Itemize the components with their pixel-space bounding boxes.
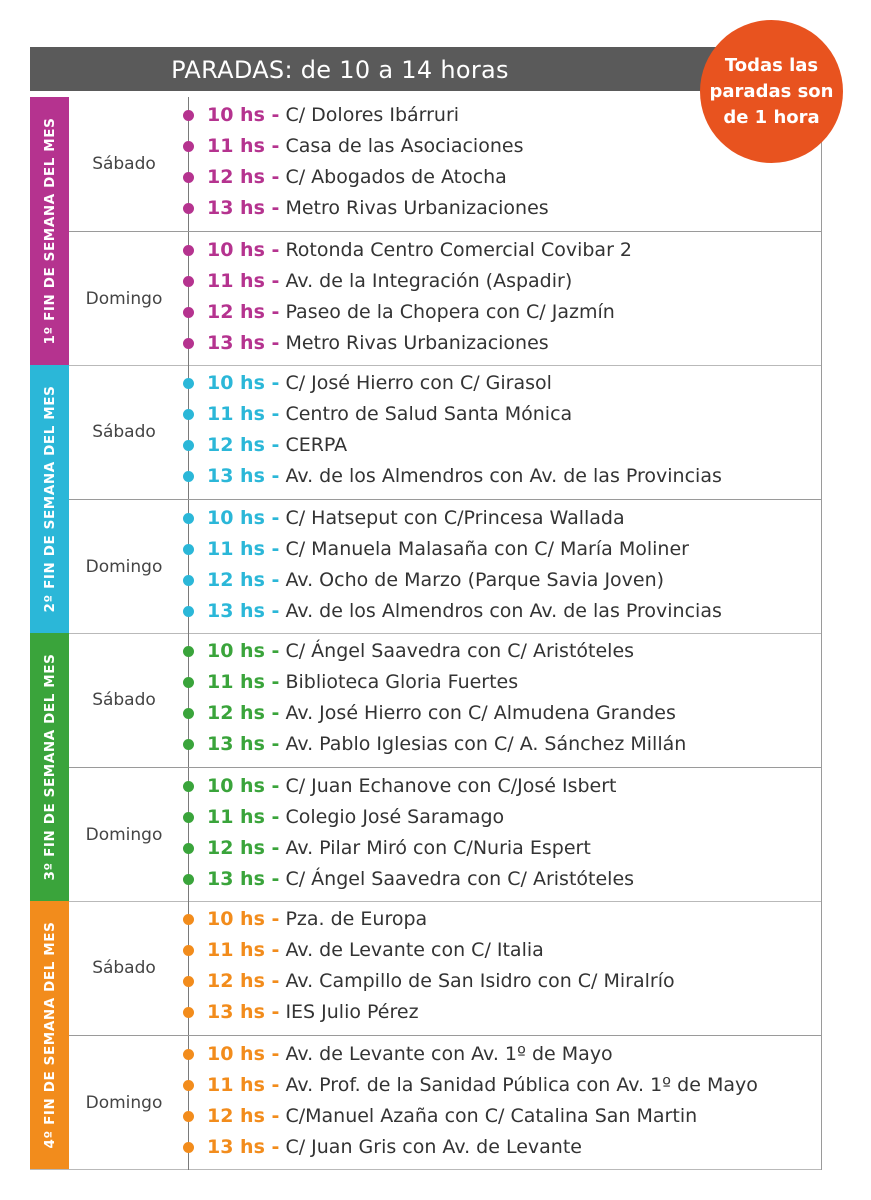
stop-text [207,774,617,798]
stop-text [207,464,722,488]
timeline-dot-icon [183,141,194,152]
stop-item [181,462,821,493]
stop-text [207,196,549,220]
stop-place: Metro Rivas Urbanizaciones [285,332,549,354]
stop-time: 11 hs - [207,270,280,292]
timeline-dot-icon [183,378,194,389]
stop-text [207,103,459,127]
timeline-dot-icon [183,843,194,854]
stop-place: Av. de la Integración (Aspadir) [285,270,573,292]
badge-line: paradas son [709,80,834,102]
stop-time: 12 hs - [207,837,280,859]
stop-item [181,803,821,834]
stop-item [181,1102,821,1133]
stop-item [181,400,821,431]
stop-text [207,732,686,756]
stop-place: C/Manuel Azaña con C/ Catalina San Martin [285,1105,698,1127]
stop-place: C/ Dolores Ibárruri [285,104,460,126]
stop-time: 12 hs - [207,166,280,188]
day-name: Sábado [92,154,156,174]
weekend-label: 1º FIN DE SEMANA DEL MES [41,117,58,345]
day-block [69,767,822,902]
divider [821,901,822,1035]
timeline-dot-icon [183,471,194,482]
stop-item [181,597,821,628]
stop-text [207,568,664,592]
stop-text [207,867,634,891]
stop-time: 13 hs - [207,733,280,755]
stop-item [181,905,821,936]
timeline-dot-icon [183,812,194,823]
stop-item [181,194,821,225]
stop-time: 12 hs - [207,569,280,591]
timeline-dot-icon [183,203,194,214]
stop-time: 10 hs - [207,775,280,797]
timeline-dot-icon [183,739,194,750]
stop-place: C/ Juan Gris con Av. de Levante [285,1136,582,1158]
divider [821,500,822,634]
stop-time: 10 hs - [207,507,280,529]
stop-text [207,402,572,426]
timeline-dot-icon [183,976,194,987]
day-name: Domingo [85,1093,163,1113]
stop-time: 13 hs - [207,1136,280,1158]
timeline-dot-icon [183,338,194,349]
stop-time: 10 hs - [207,372,280,394]
stop-place: Colegio José Saramago [285,806,505,828]
stop-time: 13 hs - [207,465,280,487]
stop-time: 12 hs - [207,301,280,323]
stop-place: Casa de las Asociaciones [285,135,524,157]
stop-item [181,936,821,967]
stop-text [207,134,523,158]
stop-text [207,165,507,189]
stop-place: Centro de Salud Santa Mónica [285,403,573,425]
divider [821,633,822,767]
stop-text [207,1104,697,1128]
stop-text [207,907,427,931]
stop-item [181,163,821,194]
stop-text [207,433,347,457]
stop-time: 13 hs - [207,1001,280,1023]
stop-item [181,1133,821,1164]
timeline-dot-icon [183,110,194,121]
day-name: Domingo [85,289,163,309]
timeline-dot-icon [183,575,194,586]
weekend-label-bar [30,901,69,1169]
day-block [69,901,822,1035]
stop-time: 11 hs - [207,403,280,425]
stop-text [207,639,634,663]
stop-place: Av. de Levante con Av. 1º de Mayo [285,1043,613,1065]
stop-text [207,836,591,860]
weekend-label-bar [30,97,69,365]
stops-table [30,97,822,1170]
stop-item [181,431,821,462]
stop-place: Av. José Hierro con C/ Almudena Grandes [285,702,676,724]
divider [821,768,822,902]
timeline-dot-icon [183,1080,194,1091]
stop-text [207,1042,613,1066]
day-name: Sábado [92,958,156,978]
stop-item [181,865,821,896]
stop-place: Av. Pilar Miró con C/Nuria Espert [285,837,591,859]
stop-text [207,1000,419,1024]
stop-text [207,537,689,561]
stop-place: Rotonda Centro Comercial Covibar 2 [285,239,633,261]
timeline-dot-icon [183,914,194,925]
day-block [69,633,822,767]
weekend-label: 3º FIN DE SEMANA DEL MES [41,653,58,881]
stop-text [207,331,549,355]
stop-item [181,637,821,668]
timeline-dot-icon [183,307,194,318]
stop-time: 10 hs - [207,104,280,126]
stop-item [181,967,821,998]
stop-item [181,998,821,1029]
stop-place: C/ Juan Echanove con C/José Isbert [285,775,617,797]
weekend-section [30,365,822,634]
stop-place: Av. de Levante con C/ Italia [285,939,544,961]
timeline-dot-icon [183,440,194,451]
divider [821,1036,822,1170]
stop-item [181,834,821,865]
badge-line: de 1 hora [723,106,820,128]
stop-item [181,535,821,566]
duration-badge [700,20,843,163]
stop-time: 11 hs - [207,135,280,157]
stop-text [207,300,615,324]
stop-text [207,969,675,993]
weekend-label-bar [30,633,69,901]
stop-time: 10 hs - [207,1043,280,1065]
stop-time: 12 hs - [207,970,280,992]
stop-place: Av. Prof. de la Sanidad Pública con Av. 1º de Mayo [285,1074,758,1096]
page-title: PARADAS: de 10 a 14 horas [171,56,509,84]
stop-text [207,670,518,694]
stop-time: 11 hs - [207,671,280,693]
day-name: Sábado [92,690,156,710]
weekend-section [30,633,822,902]
timeline-dot-icon [183,1049,194,1060]
stop-time: 13 hs - [207,332,280,354]
weekend-label: 4º FIN DE SEMANA DEL MES [41,921,58,1149]
stop-time: 12 hs - [207,702,280,724]
stop-place: C/ Ángel Saavedra con C/ Aristóteles [285,640,635,662]
stop-item [181,1040,821,1071]
stop-place: Av. de los Almendros con Av. de las Provincias [285,465,722,487]
stop-item [181,668,821,699]
stop-time: 13 hs - [207,197,280,219]
timeline-dot-icon [183,677,194,688]
stop-place: Av. de los Almendros con Av. de las Provincias [285,600,722,622]
day-name: Domingo [85,825,163,845]
stop-time: 11 hs - [207,1074,280,1096]
day-block [69,231,822,366]
day-name: Domingo [85,557,163,577]
day-block [69,365,822,499]
timeline-dot-icon [183,945,194,956]
weekend-section [30,901,822,1170]
stop-item [181,699,821,730]
stop-time: 13 hs - [207,868,280,890]
stop-text [207,506,625,530]
stop-time: 10 hs - [207,640,280,662]
timeline-dot-icon [183,1007,194,1018]
stop-place: Av. Ocho de Marzo (Parque Savia Joven) [285,569,665,591]
timeline-dot-icon [183,1142,194,1153]
stop-place: C/ José Hierro con C/ Girasol [285,372,552,394]
stop-time: 12 hs - [207,434,280,456]
timeline-dot-icon [183,646,194,657]
stop-text [207,805,504,829]
stop-place: IES Julio Pérez [285,1001,419,1023]
stop-time: 11 hs - [207,538,280,560]
stop-time: 11 hs - [207,939,280,961]
timeline-dot-icon [183,874,194,885]
stop-place: Metro Rivas Urbanizaciones [285,197,549,219]
stop-text [207,1135,582,1159]
stop-text [207,269,572,293]
stop-time: 11 hs - [207,806,280,828]
stop-place: CERPA [285,434,348,456]
stop-place: Pza. de Europa [285,908,428,930]
stop-item [181,236,821,267]
stop-item [181,298,821,329]
stop-text [207,938,544,962]
timeline-dot-icon [183,409,194,420]
timeline-dot-icon [183,1111,194,1122]
stop-place: C/ Hatseput con C/Princesa Wallada [285,507,625,529]
day-name: Sábado [92,422,156,442]
stop-item [181,772,821,803]
stop-item [181,267,821,298]
divider [821,365,822,499]
weekend-section [30,97,822,366]
timeline-dot-icon [183,781,194,792]
stop-time: 13 hs - [207,600,280,622]
stop-place: C/ Ángel Saavedra con C/ Aristóteles [285,868,635,890]
weekend-label-bar [30,365,69,633]
weekend-label: 2º FIN DE SEMANA DEL MES [41,385,58,613]
stop-place: C/ Abogados de Atocha [285,166,507,188]
stop-place: Paseo de la Chopera con C/ Jazmín [285,301,615,323]
day-block [69,499,822,634]
stop-item [181,369,821,400]
stop-place: Av. Campillo de San Isidro con C/ Miralrío [285,970,675,992]
stop-item [181,1071,821,1102]
stop-text [207,238,632,262]
timeline-dot-icon [183,513,194,524]
stop-item [181,329,821,360]
stop-item [181,730,821,761]
timeline-dot-icon [183,544,194,555]
day-block [69,1035,822,1170]
timeline-dot-icon [183,606,194,617]
timeline-dot-icon [183,172,194,183]
badge-line: Todas las [724,54,819,76]
timeline-dot-icon [183,708,194,719]
stop-place: Biblioteca Gloria Fuertes [285,671,519,693]
stop-text [207,1073,758,1097]
stop-time: 10 hs - [207,908,280,930]
stop-text [207,701,676,725]
stop-place: Av. Pablo Iglesias con C/ A. Sánchez Millán [285,733,687,755]
stop-time: 10 hs - [207,239,280,261]
stop-item [181,566,821,597]
stop-place: C/ Manuela Malasaña con C/ María Moliner [285,538,689,560]
badge-text [710,53,834,131]
stop-text [207,599,722,623]
timeline-dot-icon [183,276,194,287]
timeline-dot-icon [183,245,194,256]
divider [821,232,822,366]
stop-item [181,504,821,535]
stop-time: 12 hs - [207,1105,280,1127]
stop-text [207,371,552,395]
